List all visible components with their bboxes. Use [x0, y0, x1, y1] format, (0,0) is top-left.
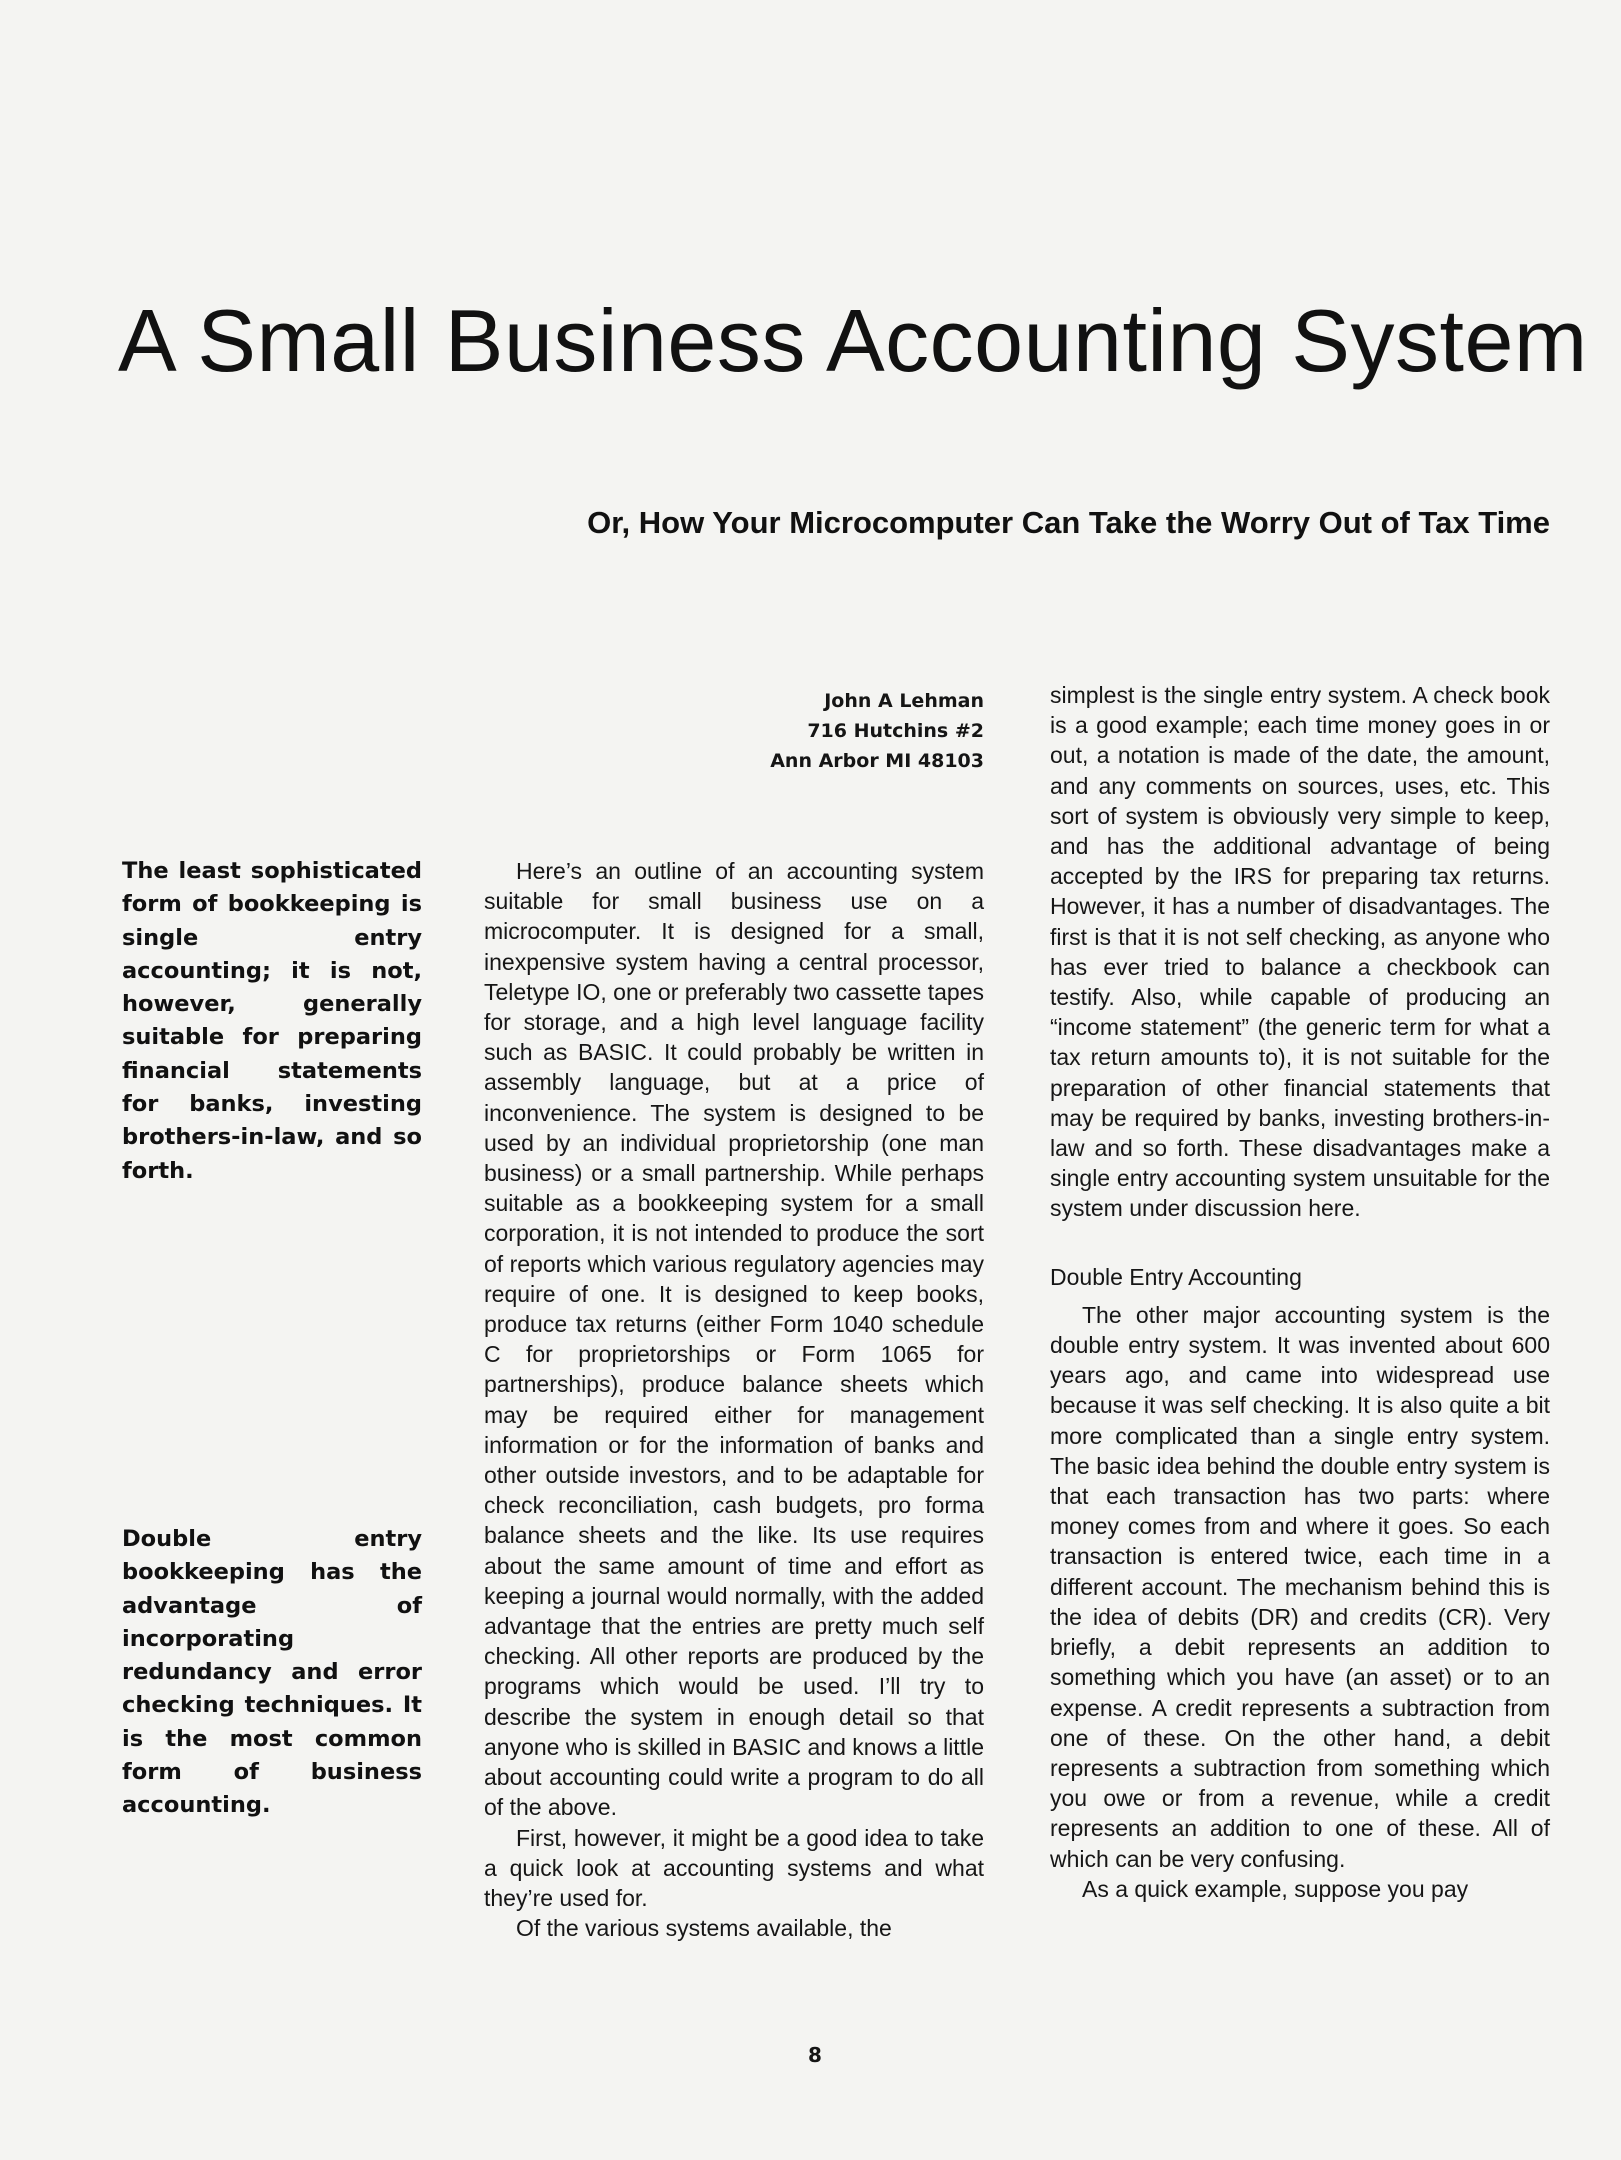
- section-heading: Double Entry Accounting: [1050, 1263, 1302, 1290]
- body-column-right: [1050, 680, 1550, 1904]
- article-subtitle: Or, How Your Microcomputer Can Take the Worry Out of Tax Time: [587, 505, 1550, 540]
- body-paragraph: As a quick example, suppose you pay: [1082, 1875, 1469, 1902]
- body-paragraph: First, however, it might be a good idea to take a quick look at accounting systems and what they’re used for.: [484, 1824, 984, 1911]
- pull-quote-single-entry: The least sophisticated form of bookkeeping is single entry accounting; it is not, however, generally suitable for preparing financial statements for banks, investing brothers-in-law, and so forth.: [122, 858, 422, 1184]
- author-street: 716 Hutchins #2: [807, 720, 984, 742]
- author-block: [660, 686, 984, 776]
- body-paragraph: simplest is the single entry system. A check book is a good example; each time money goes in or out, a notation is made of the date, the amount, and any comments on sources, uses, etc. This sort of system is obviously very simple to keep, and has the additional advantage of being accepted by the IRS for preparing tax returns. However, it has a number of disadvantages. The first is that it is not self checking, as anyone who has ever tried to balance a checkbook can testify. Also, while capable of producing an “income statement” (the generic term for what a tax return amounts to), it is not suitable for the preparation of other financial statements that may be required by banks, investing brothers-in-law and so forth. These disadvantages make a single entry accounting system unsuitable for the system under discussion here.: [1050, 682, 1550, 1222]
- body-paragraph: The other major accounting system is the double entry system. It was invented about 600 years ago, and came into widespread use because it was self checking. It is also quite a bit more complicated than a single entry system. The basic idea behind the double entry system is that each transaction has two parts: where money comes from and where it goes. So each transaction is entered twice, each time in a different account. The mechanism behind this is the idea of debits (DR) and credits (CR). Very briefly, a debit represents an addition to something which you have (an asset) or to an expense. A credit represents a subtraction from one of these. On the other hand, a debit represents a subtraction from something which you owe or from a revenue, while a credit represents an addition to one of these. All of which can be very confusing.: [1050, 1301, 1550, 1872]
- body-paragraph: Here’s an outline of an accounting system suitable for small business use on a microcomputer. It is designed for a small, inexpensive system having a central processor, Teletype IO, one or preferably two cassette tapes for storage, and a high level language facility such as BASIC. It could probably be written in assembly language, but at a price of inconvenience. The system is designed to be used by an individual proprietorship (one man business) or a small partnership. While perhaps suitable as a bookkeeping system for a small corporation, it is not intended to produce the sort of reports which various regulatory agencies may require of one. It is designed to keep books, produce tax returns (either Form 1040 schedule C for proprietorships or Form 1065 for partnerships), produce balance sheets which may be required either for management information or for the information of banks and other outside investors, and to be adaptable for check reconciliation, cash budgets, pro forma balance sheets and the like. Its use requires about the same amount of time and effort as keeping a journal would normally, with the added advantage that the entries are pretty much self checking. All other reports are produced by the programs which would be used. I’ll try to describe the system in enough detail so that anyone who is skilled in BASIC and knows a little about accounting could write a program to do all of the above.: [484, 858, 984, 1821]
- body-paragraph: Of the various systems available, the: [516, 1915, 892, 1942]
- body-column-middle: [484, 856, 984, 1943]
- pull-quote-double-entry: Double entry bookkeeping has the advantage of incorporating redundancy and error checking techniques. It is the most common form of business accounting.: [122, 1526, 422, 1819]
- article-title: A Small Business Accounting System: [118, 291, 1588, 390]
- author-name: John A Lehman: [824, 690, 984, 712]
- author-city: Ann Arbor MI 48103: [770, 750, 984, 772]
- page-number: 8: [808, 2043, 822, 2067]
